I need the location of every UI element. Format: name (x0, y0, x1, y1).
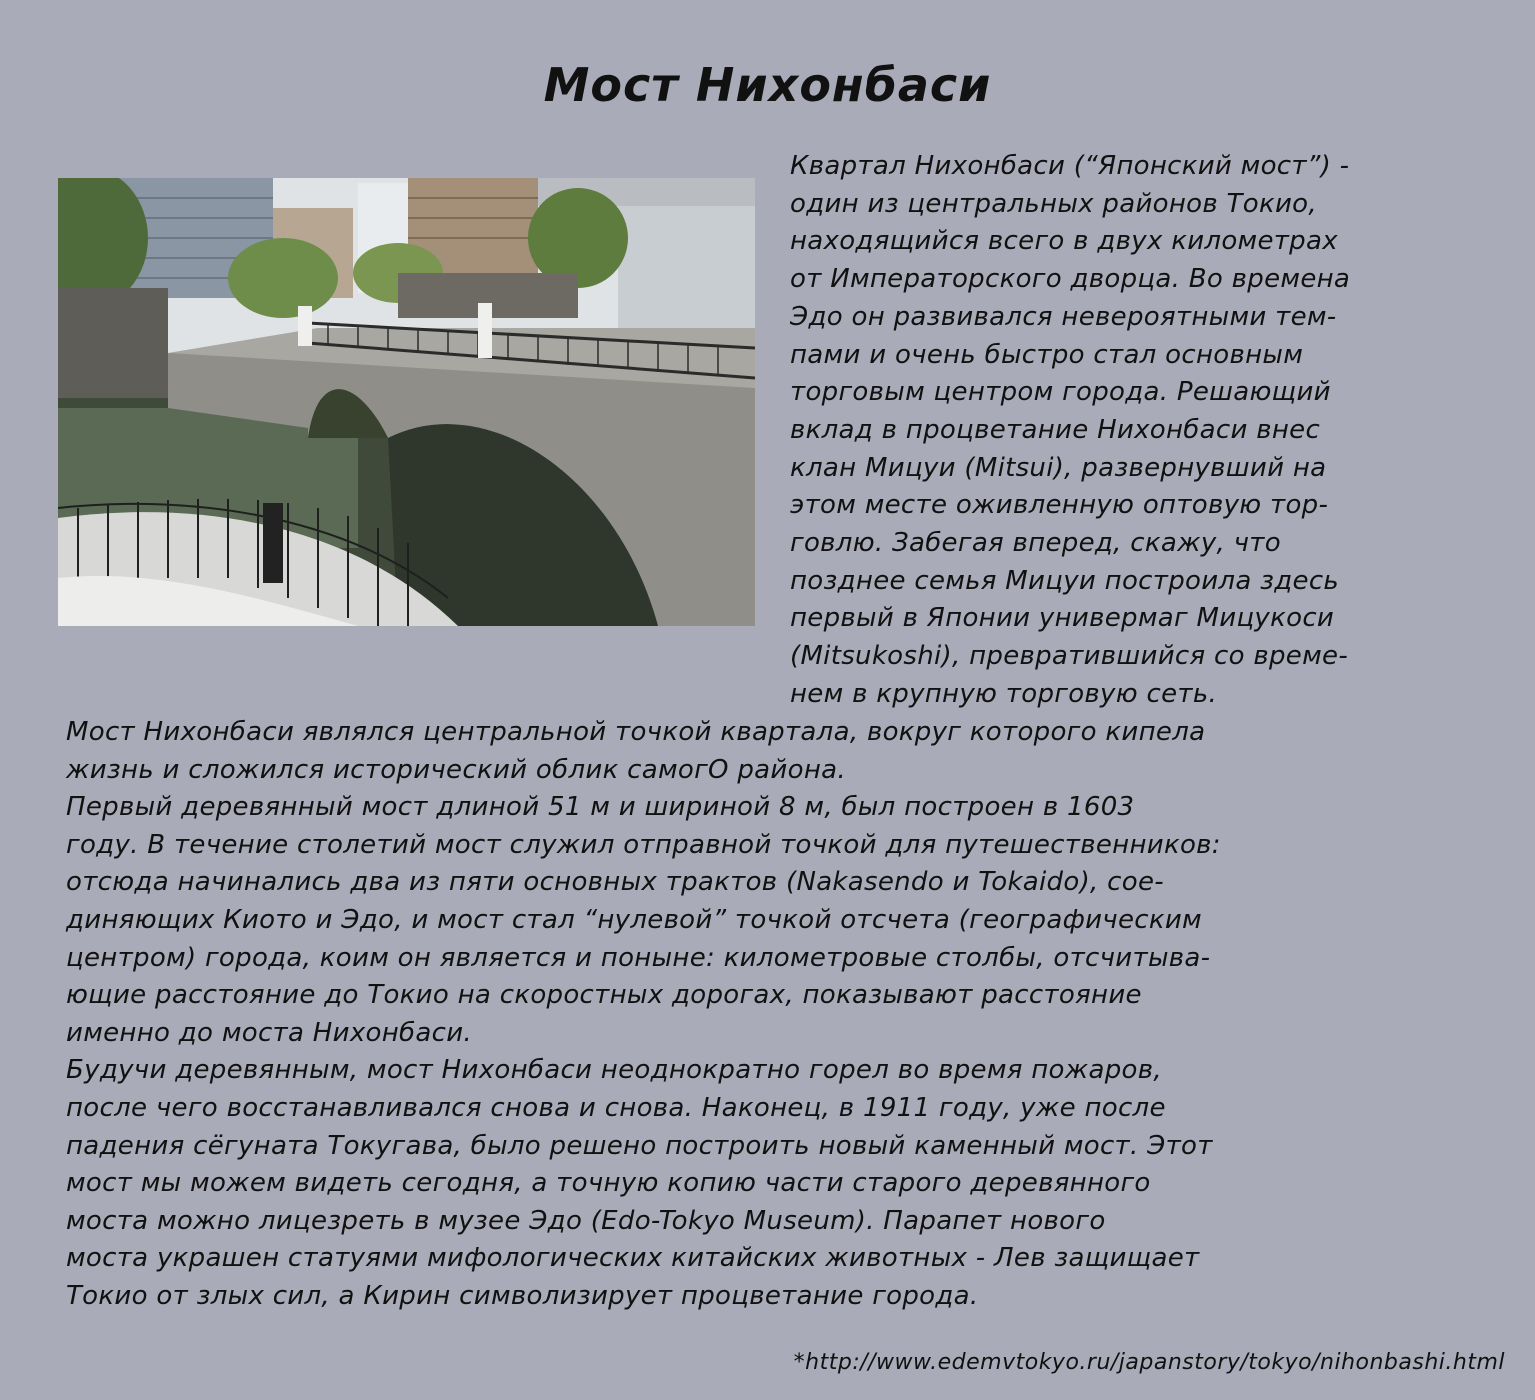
body-line: жизнь и сложился исторический облик самогО района. (66, 754, 846, 785)
body-line: моста можно лицезреть в музее Эдо (Edo-Tokyo Museum). Парапет нового (66, 1205, 1106, 1236)
intro-line: один из центральных районов Токио, (790, 188, 1317, 219)
intro-line: Квартал Нихонбаси (“Японский мост”) - (790, 151, 1350, 181)
body-line: отсюда начинались два из пяти основных трактов (Nakasendo и Tokaido), сое- (66, 867, 1164, 898)
page-title: Мост Нихонбаси (543, 58, 992, 112)
intro-line: вклад в процветание Нихонбаси внес (790, 414, 1321, 445)
body-line: Первый деревянный мост длиной 51 м и шириной 8 м, был построен в 1603 (66, 792, 1135, 823)
body-line: падения сёгуната Токугава, было решено построить новый каменный мост. Этот (66, 1130, 1213, 1161)
body-line: после чего восстанавливался снова и снова. Наконец, в 1911 году, уже после (66, 1092, 1166, 1123)
intro-line: находящийся всего в двух километрах (790, 226, 1338, 257)
intro-paragraph (790, 148, 1500, 714)
body-line: Мост Нихонбаси являлся центральной точкой квартала, вокруг которого кипела (66, 717, 1206, 747)
intro-line: пами и очень быстро стал основным (790, 339, 1304, 370)
bridge-photo-illustration (58, 178, 755, 626)
body-line: диняющих Киото и Эдо, и мост стал “нулевой” точкой отсчета (географическим (66, 904, 1202, 935)
body-text (66, 714, 1506, 1316)
body-line: именно до моста Нихонбаси. (66, 1017, 472, 1048)
body-line: ющие расстояние до Токио на скоростных дорогах, показывают расстояние (66, 980, 1142, 1011)
body-line: Токио от злых сил, а Кирин символизирует процветание города. (66, 1280, 979, 1311)
intro-line: от Императорского дворца. Во времена (790, 264, 1351, 295)
body-line: моста украшен статуями мифологических китайских животных - Лев защищает (66, 1243, 1200, 1274)
intro-line: первый в Японии универмаг Мицукоси (790, 603, 1335, 634)
intro-line: клан Мицуи (Mitsui), развернувший на (790, 452, 1327, 483)
body-line: центром) города, коим он является и поныне: километровые столбы, отсчитыва- (66, 942, 1211, 973)
intro-line: говлю. Забегая вперед, скажу, что (790, 528, 1281, 559)
intro-line: торговым центром города. Решающий (790, 377, 1331, 408)
intro-line: Эдо он развивался невероятными тем- (790, 301, 1337, 332)
source-footnote: *http://www.edemvtokyo.ru/japanstory/tokyo/nihonbashi.html (793, 1350, 1505, 1375)
body-line: Будучи деревянным, мост Нихонбаси неоднократно горел во время пожаров, (66, 1055, 1162, 1086)
intro-line: позднее семья Мицуи построила здесь (790, 565, 1340, 596)
intro-line: этом месте оживленную оптовую тор- (790, 490, 1329, 521)
bridge-photo (58, 178, 755, 626)
intro-line: (Mitsukoshi), превратившийся со време- (790, 641, 1348, 672)
body-line: мост мы можем видеть сегодня, а точную копию части старого деревянного (66, 1168, 1151, 1199)
body-line: году. В течение столетий мост служил отправной точкой для путешественников: (66, 829, 1221, 860)
intro-line: нем в крупную торговую сеть. (790, 678, 1218, 709)
